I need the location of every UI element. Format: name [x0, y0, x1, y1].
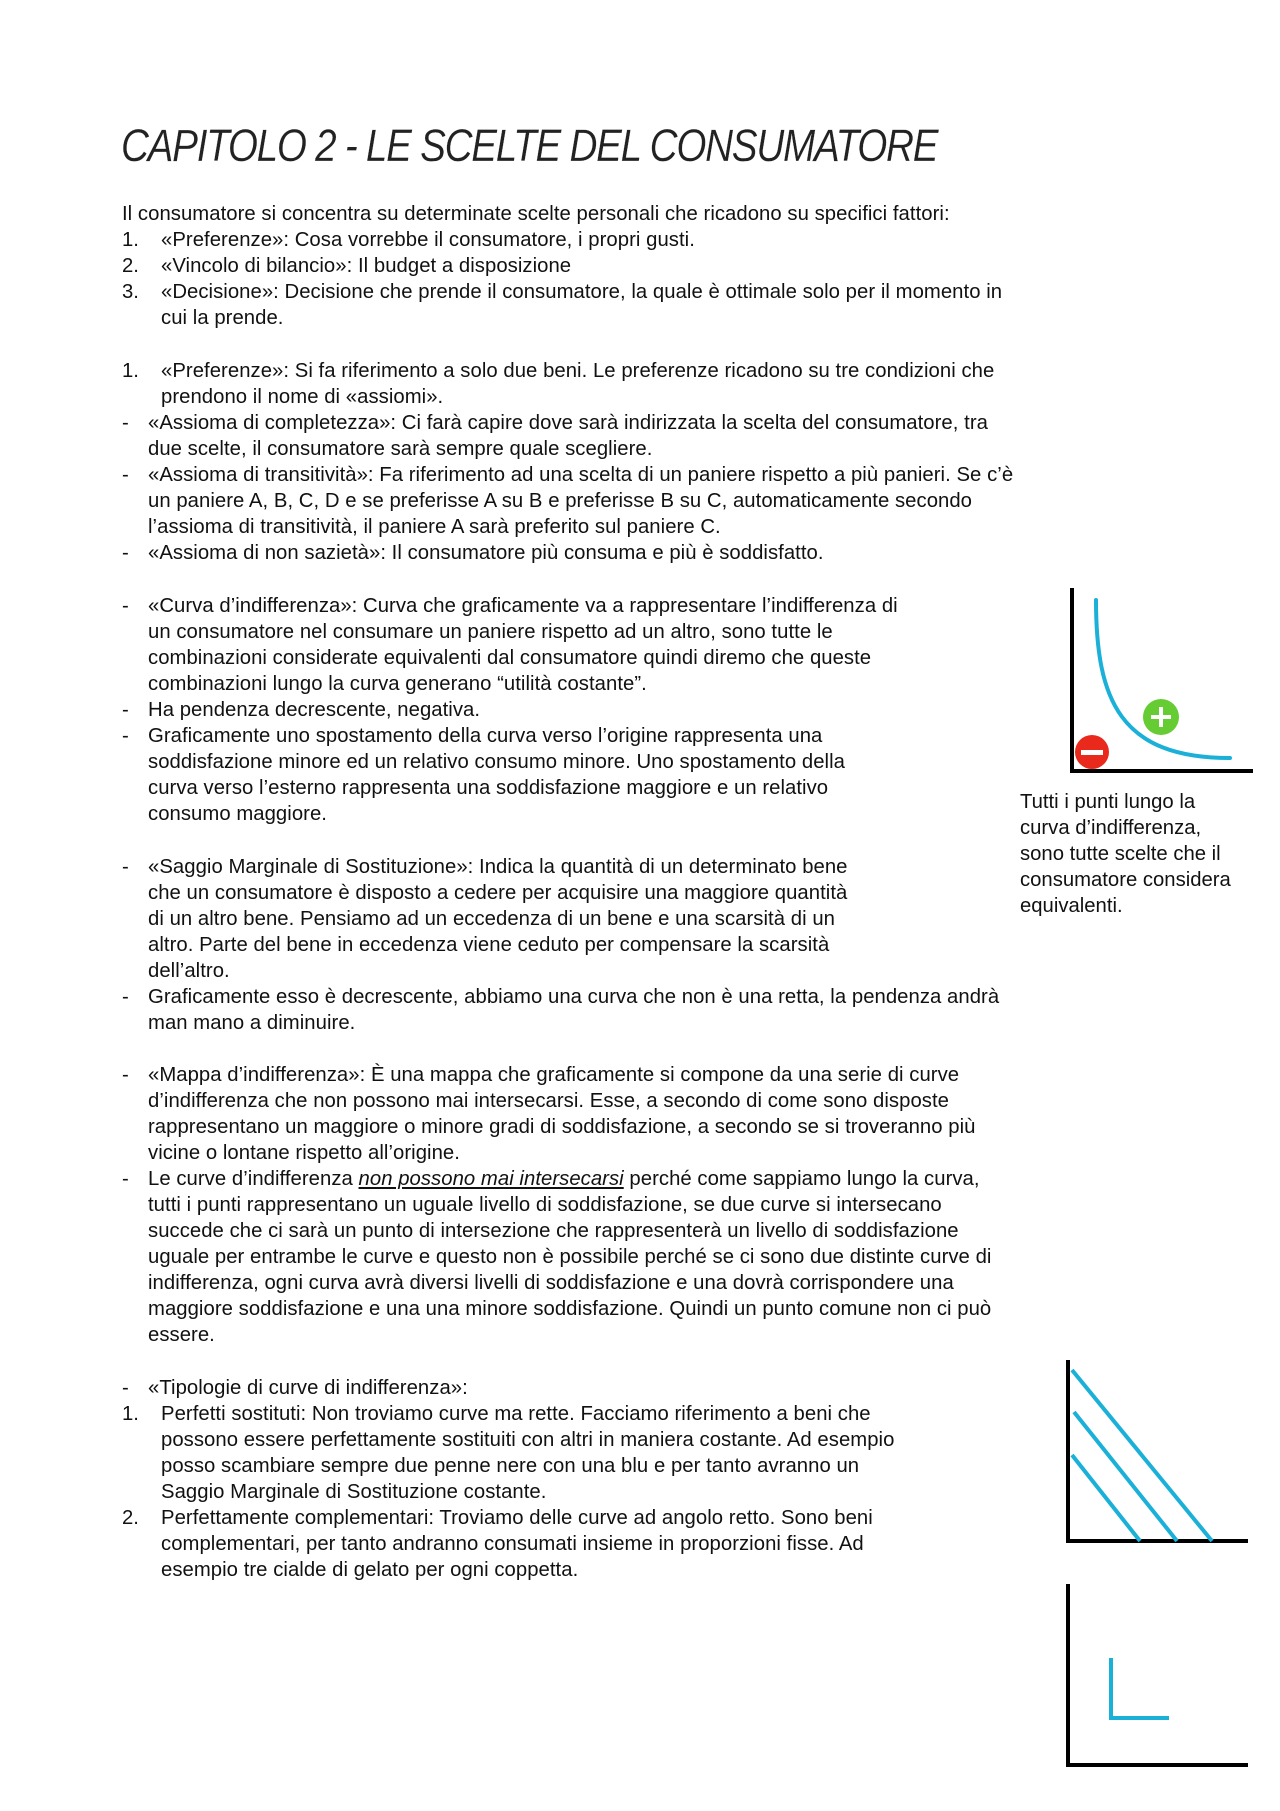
plus-circle-icon: [1143, 699, 1179, 735]
intro-list-marker-1: 1.: [122, 229, 139, 251]
preferenze-marker: 1.: [122, 360, 139, 382]
intersezione-text-cont2: succede che ci sarà un punto di intersezione che rappresenterà un livello di soddisfazione: [148, 1220, 959, 1242]
page-title: CAPITOLO 2 - LE SCELTE DEL CONSUMATORE: [121, 120, 938, 171]
saggio-text-cont1: che un consumatore è disposto a cedere per acquisire una maggiore quantità: [148, 882, 848, 904]
curva-text: «Curva d’indifferenza»: Curva che graficamente va a rappresentare l’indifferenza di: [148, 595, 898, 617]
sostituti-text-cont3: Saggio Marginale di Sostituzione costante.: [161, 1481, 547, 1503]
preferenze-text: «Preferenze»: Si fa riferimento a solo due beni. Le preferenze ricadono su tre condizioni che: [161, 360, 995, 382]
intro-list-item-3: «Decisione»: Decisione che prende il consumatore, la quale è ottimale solo per il momento in: [161, 281, 1003, 303]
sostituti-marker: 1.: [122, 1403, 139, 1425]
assioma-transitivita-text-cont1: un paniere A, B, C, D e se preferisse A su B e preferisse B su C, automaticamente secondo: [148, 490, 973, 512]
intro-list-item-3-cont: cui la prende.: [161, 307, 284, 329]
graph-caption-line-5: equivalenti.: [1020, 895, 1123, 917]
intersezione-text-cont3: uguale per entrambe le curve e questo non è possibile perché se ci sono due distinte curve di: [148, 1246, 992, 1268]
intersezione-marker: -: [122, 1168, 129, 1190]
sostituti-text-cont1: possono essere perfettamente sostituiti con altri in maniera costante. Ad esempio: [161, 1429, 895, 1451]
mappa-text-cont1: d’indifferenza che non possono mai intersecarsi. Esse, a secondo di come sono disposte: [148, 1090, 949, 1112]
graph-caption-line-1: Tutti i punti lungo la: [1020, 791, 1196, 813]
assioma-transitivita-text-cont2: l’assioma di transitività, il paniere A sarà preferito sul paniere C.: [148, 516, 721, 538]
sostituti-text: Perfetti sostituti: Non troviamo curve ma rette. Facciamo riferimento a beni che: [161, 1403, 871, 1425]
intro-paragraph: Il consumatore si concentra su determinate scelte personali che ricadono su specifici fattori:: [122, 203, 950, 225]
intro-list-item-1: «Preferenze»: Cosa vorrebbe il consumatore, i propri gusti.: [161, 229, 695, 251]
intersezione-emphasis: non possono mai intersecarsi: [358, 1168, 624, 1190]
intersezione-text-cont1: tutti i punti rappresentano un uguale livello di soddisfazione, se due curve si intersecano: [148, 1194, 942, 1216]
perfect-complements-diagram: [1066, 1584, 1248, 1767]
perfect-substitutes-diagram: [1066, 1360, 1248, 1543]
tipologie-marker: -: [122, 1377, 129, 1399]
spostamento-text-cont3: consumo maggiore.: [148, 803, 327, 825]
minus-circle-icon: [1075, 735, 1109, 769]
graph-caption-line-2: curva d’indifferenza,: [1020, 817, 1202, 839]
saggio-grafico-text: Graficamente esso è decrescente, abbiamo una curva che non è una retta, la pendenza andrà: [148, 986, 1000, 1008]
saggio-grafico-marker: -: [122, 986, 129, 1008]
mappa-marker: -: [122, 1064, 129, 1086]
curva-text-cont2: combinazioni considerate equivalenti dal consumatore quindi diremo che queste: [148, 647, 872, 669]
curva-text-cont1: un consumatore nel consumare un paniere rispetto ad un altro, sono tutte le: [148, 621, 833, 643]
graph-caption-line-4: consumatore considera: [1020, 869, 1231, 891]
complementari-text-cont2: esempio tre cialde di gelato per ogni coppetta.: [161, 1559, 579, 1581]
assioma-transitivita-marker: -: [122, 464, 129, 486]
saggio-text-cont4: dell’altro.: [148, 960, 230, 982]
sostituti-text-cont2: posso scambiare sempre due penne nere con una blu e per tanto avranno un: [161, 1455, 860, 1477]
spostamento-text: Graficamente uno spostamento della curva verso l’origine rappresenta una: [148, 725, 823, 747]
assioma-completezza-marker: -: [122, 412, 129, 434]
intro-list-item-2: «Vincolo di bilancio»: Il budget a disposizione: [161, 255, 572, 277]
assioma-non-sazieta-marker: -: [122, 542, 129, 564]
saggio-marker: -: [122, 856, 129, 878]
mappa-text: «Mappa d’indifferenza»: È una mappa che graficamente si compone da una serie di curve: [148, 1064, 960, 1086]
pendenza-marker: -: [122, 699, 129, 721]
graph-caption-line-3: sono tutte scelte che il: [1020, 843, 1221, 865]
tipologie-header: «Tipologie di curve di indifferenza»:: [148, 1377, 468, 1399]
indifference-curve-diagram: [1070, 588, 1253, 773]
intersezione-prefix: Le curve d’indifferenza: [148, 1168, 359, 1190]
saggio-grafico-text-cont: man mano a diminuire.: [148, 1012, 356, 1034]
substitute-line-3: [1072, 1455, 1140, 1541]
complementari-text-cont1: complementari, per tanto andranno consumati insieme in proporzioni fisse. Ad: [161, 1533, 864, 1555]
mappa-text-cont2: rappresentano un maggiore o minore gradi di soddisfazione, a secondo se si troveranno più: [148, 1116, 976, 1138]
assioma-non-sazieta-text: «Assioma di non sazietà»: Il consumatore più consuma e più è soddisfatto.: [148, 542, 824, 564]
intersezione-text-cont5: maggiore soddisfazione e una una minore soddisfazione. Quindi un punto comune non ci può: [148, 1298, 992, 1320]
spostamento-text-cont2: curva verso l’esterno rappresenta una soddisfazione maggiore e un relativo: [148, 777, 829, 799]
intersezione-text-cont4: indifferenza, ogni curva avrà diversi livelli di soddisfazione e una dovrà corrispondere una: [148, 1272, 954, 1294]
preferenze-text-cont: prendono il nome di «assiomi».: [161, 386, 444, 408]
intro-list-marker-2: 2.: [122, 255, 139, 277]
spostamento-marker: -: [122, 725, 129, 747]
assioma-completezza-text-cont: due scelte, il consumatore sarà sempre quale scegliere.: [148, 438, 653, 460]
mappa-text-cont3: vicine o lontane rispetto all’origine.: [148, 1142, 460, 1164]
complementari-text: Perfettamente complementari: Troviamo delle curve ad angolo retto. Sono beni: [161, 1507, 873, 1529]
pendenza-text: Ha pendenza decrescente, negativa.: [148, 699, 481, 721]
assioma-transitivita-text: «Assioma di transitività»: Fa riferimento ad una scelta di un paniere rispetto a più panieri. Se c’è: [148, 464, 1014, 486]
intersezione-suffix: perché come sappiamo lungo la curva,: [623, 1168, 980, 1190]
assioma-completezza-text: «Assioma di completezza»: Ci farà capire dove sarà indirizzata la scelta del consumatore, tra: [148, 412, 988, 434]
intersezione-text-cont6: essere.: [148, 1324, 215, 1346]
spostamento-text-cont1: soddisfazione minore ed un relativo consumo minore. Uno spostamento della: [148, 751, 845, 773]
curva-marker: -: [122, 595, 129, 617]
saggio-text-cont3: altro. Parte del bene in eccedenza viene ceduto per compensare la scarsità: [148, 934, 830, 956]
complement-l-curve: [1111, 1658, 1169, 1718]
intro-list-marker-3: 3.: [122, 281, 139, 303]
substitute-line-1: [1072, 1370, 1212, 1541]
complementari-marker: 2.: [122, 1507, 139, 1529]
saggio-text-cont2: di un altro bene. Pensiamo ad un eccedenza di un bene e una scarsità di un: [148, 908, 835, 930]
curva-text-cont3: combinazioni lungo la curva generano “utilità costante”.: [148, 673, 647, 695]
saggio-text: «Saggio Marginale di Sostituzione»: Indica la quantità di un determinato bene: [148, 856, 848, 878]
